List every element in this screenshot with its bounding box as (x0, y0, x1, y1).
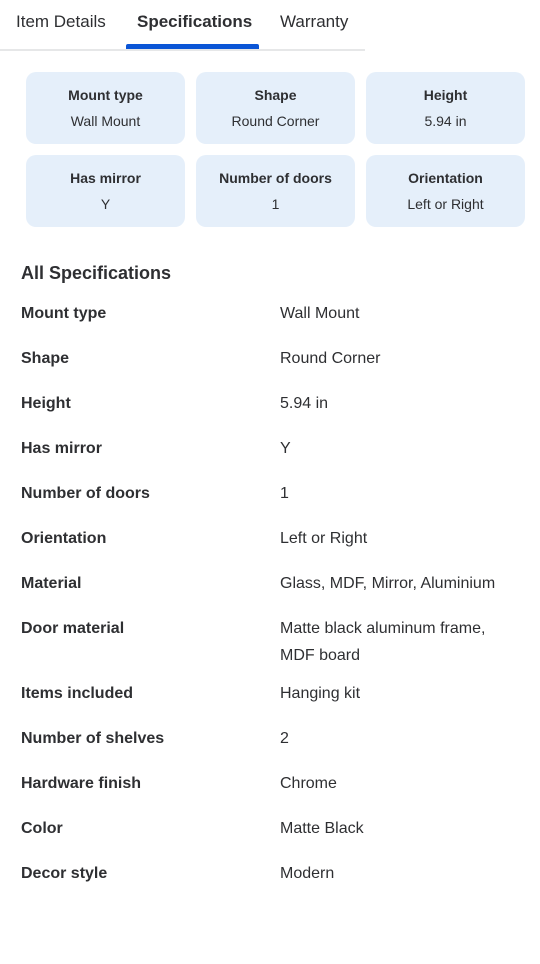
spec-label: Orientation (21, 530, 107, 547)
highlight-card (196, 155, 355, 227)
spec-label: Shape (21, 350, 70, 367)
spec-row (21, 525, 521, 570)
highlight-value: 1 (271, 196, 280, 212)
highlight-card (26, 72, 185, 144)
spec-value: Glass, MDF, Mirror, Aluminium (280, 575, 496, 592)
spec-row (21, 725, 521, 770)
spec-value: Modern (280, 865, 335, 882)
spec-label: Number of doors (21, 485, 150, 502)
spec-value: Wall Mount (280, 305, 360, 322)
highlight-card (366, 155, 525, 227)
spec-value: Matte Black (280, 820, 364, 837)
highlight-title: Shape (254, 87, 297, 103)
tab-bar (0, 0, 540, 50)
highlight-value: 5.94 in (424, 113, 467, 129)
spec-label: Door material (21, 620, 125, 637)
spec-row (21, 770, 521, 815)
spec-value: 1 (280, 485, 289, 502)
spec-label: Number of shelves (21, 730, 165, 747)
spec-row (21, 435, 521, 480)
highlight-value: Y (100, 196, 111, 212)
spec-value: 2 (280, 730, 289, 747)
spec-highlights (26, 72, 524, 227)
tab-item-details[interactable]: Item Details (16, 12, 106, 31)
highlight-title: Height (423, 87, 468, 103)
highlight-title: Number of doors (219, 170, 332, 186)
spec-value: Chrome (280, 775, 337, 792)
spec-row (21, 860, 521, 905)
specifications-list (21, 300, 521, 905)
spec-row (21, 815, 521, 860)
spec-row (21, 570, 521, 615)
highlight-title: Mount type (68, 87, 143, 103)
spec-value: Left or Right (280, 530, 368, 547)
highlight-title: Has mirror (70, 170, 141, 186)
spec-row (21, 345, 521, 390)
tab-specifications[interactable]: Specifications (137, 12, 253, 31)
spec-label: Decor style (21, 865, 108, 882)
tab-warranty[interactable]: Warranty (280, 12, 349, 31)
spec-label: Material (21, 575, 82, 592)
highlight-card (366, 72, 525, 144)
spec-row (21, 480, 521, 525)
active-tab-indicator (126, 44, 259, 49)
spec-value: Round Corner (280, 350, 381, 367)
highlight-card (26, 155, 185, 227)
spec-row (21, 680, 521, 725)
tab-bar-divider (0, 49, 365, 51)
spec-label: Has mirror (21, 440, 102, 457)
spec-label: Height (21, 395, 71, 412)
spec-label: Mount type (21, 305, 107, 322)
spec-value: Hanging kit (280, 685, 361, 702)
spec-value: 5.94 in (280, 395, 329, 412)
spec-label: Hardware finish (21, 775, 142, 792)
all-specifications-heading: All Specifications (21, 263, 172, 283)
spec-row (21, 615, 521, 680)
highlight-card (196, 72, 355, 144)
spec-value: Y (280, 440, 291, 457)
spec-value: Matte black aluminum frame, MDF board (280, 620, 486, 664)
spec-label: Items included (21, 685, 134, 702)
spec-row (21, 300, 521, 345)
spec-label: Color (21, 820, 63, 837)
highlight-value: Round Corner (231, 113, 320, 129)
highlight-value: Wall Mount (70, 113, 141, 129)
spec-row (21, 390, 521, 435)
highlight-value: Left or Right (407, 196, 484, 212)
highlight-title: Orientation (408, 170, 483, 186)
